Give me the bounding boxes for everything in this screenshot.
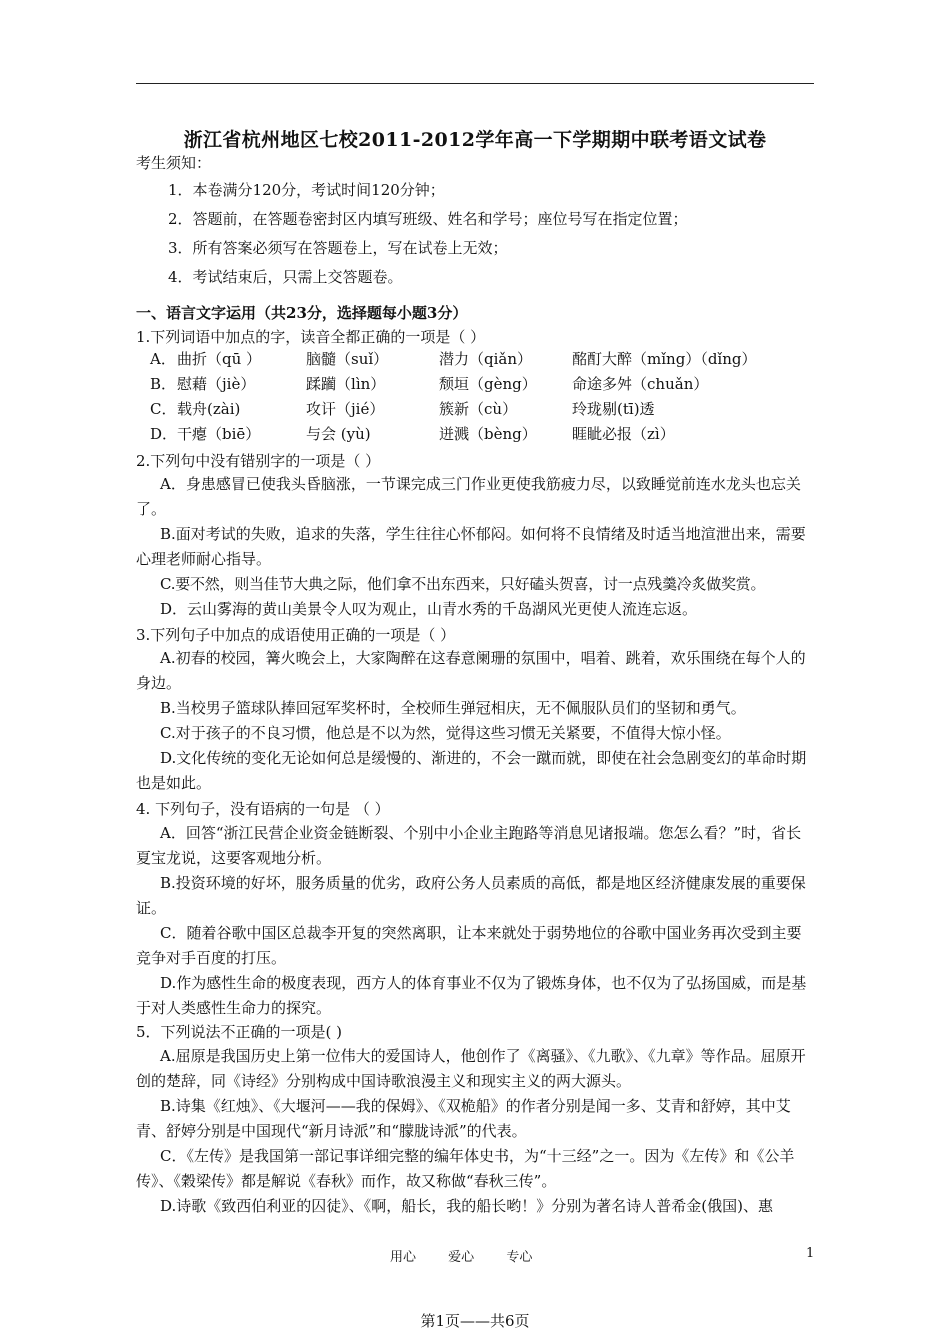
notice-item: 3．所有答案必须写在答题卷上，写在试卷上无效； — [168, 239, 508, 257]
option-label: D． — [150, 425, 178, 443]
option-cell: 干瘪（biē） — [177, 425, 261, 443]
q3-option-c: C.对于孩子的不良习惯，他总是不以为然，觉得这些习惯无关紧要，不值得大惊小怪。 — [160, 724, 731, 742]
notice-heading: 考生须知： — [136, 154, 212, 172]
q4-option-b: B.投资环境的好坏，服务质量的优劣，政府公务人员素质的高低，都是地区经济健康发展的重要保证。 — [136, 874, 806, 917]
notice-item: 2．答题前，在答题卷密封区内填写班级、姓名和学号；座位号写在指定位置； — [168, 210, 688, 228]
q1-option-row — [150, 421, 756, 446]
q5-option-b: B.诗集《红烛》、《大堰河——我的保姆》、《双桅船》的作者分别是闻一多、艾青和舒婷，其中艾青、舒婷分别是中国现代“新月诗派”和“朦胧诗派”的代表。 — [136, 1097, 791, 1140]
q1-option-row — [150, 396, 756, 421]
option-cell: 睚眦必报（zì） — [572, 425, 675, 443]
option-cell: 攻讦（jié） — [306, 400, 385, 418]
option-cell: 命途多舛（chuǎn） — [572, 375, 709, 393]
q3-stem: 3.下列句子中加点的成语使用正确的一项是（ ） — [136, 626, 456, 644]
option-cell: 载舟(zài) — [177, 400, 241, 418]
q5-option-d: D.诗歌《致西伯利亚的囚徒》、《啊，船长，我的船长哟！》分别为著名诗人普希金(俄国)、惠 — [160, 1197, 773, 1215]
q5-option-a: A.屈原是我国历史上第一位伟大的爱国诗人，他创作了《离骚》、《九歌》、《九章》等作品。屈原开创的楚辞，同《诗经》分别构成中国诗歌浪漫主义和现实主义的两大源头。 — [136, 1047, 806, 1090]
page-title: 浙江省杭州地区七校2011-2012学年高一下学期期中联考语文试卷 — [183, 129, 767, 151]
notice-list — [168, 176, 688, 292]
option-cell: 簇新（cù） — [439, 400, 518, 418]
page-indicator: 第1页——共6页 — [420, 1312, 530, 1330]
option-cell: 潜力（qiǎn） — [439, 350, 533, 368]
option-cell: 脑髓（suǐ） — [306, 350, 389, 368]
q2-stem: 2.下列句中没有错别字的一项是（ ） — [136, 452, 381, 470]
q3-option-b: B.当校男子篮球队捧回冠军奖杯时，全校师生弹冠相庆，无不佩服队员们的坚韧和勇气。 — [160, 699, 746, 717]
q5-option-c: C．《左传》是我国第一部记事详细完整的编年体史书，为“十三经”之一。因为《左传》和《公羊传》、《穀梁传》都是解说《春秋》而作，故又称做“春秋三传”。 — [136, 1147, 795, 1190]
option-cell: 酩酊大醉（mǐng）（dǐng） — [572, 350, 757, 368]
notice-item: 1．本卷满分120分，考试时间120分钟； — [168, 181, 445, 199]
footer-motto-word: 用心 — [390, 1250, 417, 1265]
footer-motto — [390, 1246, 560, 1265]
option-label: B． — [150, 375, 177, 393]
q4-option-d: D.作为感性生命的极度表现，西方人的体育事业不仅为了锻炼身体，也不仅为了弘扬国威，而是基于对人类感性生命力的探究。 — [136, 974, 807, 1017]
q5-stem: 5．下列说法不正确的一项是( ) — [136, 1023, 343, 1041]
footer-motto-word: 爱心 — [448, 1250, 475, 1265]
notice-item: 4．考试结束后，只需上交答题卷。 — [168, 268, 403, 286]
q2-option-b: B.面对考试的失败，追求的失落，学生往往心怀郁闷。如何将不良情绪及时适当地渲泄出来，需要心理老师耐心指导。 — [136, 525, 806, 568]
section-heading: 一、语言文字运用（共23分，选择题每小题3分） — [136, 304, 468, 322]
option-label: C． — [150, 400, 177, 418]
option-cell: 颓垣（gèng） — [439, 375, 537, 393]
q3-option-d: D.文化传统的变化无论如何总是缓慢的、渐进的，不会一蹴而就，即使在社会急剧变幻的革命时期也是如此。 — [136, 749, 807, 792]
option-cell: 玲珑剔(tī)透 — [572, 400, 655, 418]
q4-stem: 4. 下列句子，没有语病的一句是 （ ） — [136, 800, 390, 818]
q1-stem: 1.下列词语中加点的字，读音全都正确的一项是（ ） — [136, 328, 486, 346]
q1-option-row — [150, 371, 756, 396]
option-label: A． — [150, 350, 176, 368]
q3-option-a: A.初春的校园，篝火晚会上，大家陶醉在这春意阑珊的氛围中，唱着、跳着，欢乐围绕在每个人的身边。 — [136, 649, 806, 692]
option-cell: 曲折（qū ） — [177, 350, 262, 368]
q1-option-row — [150, 346, 756, 371]
footer-motto-word: 专心 — [506, 1250, 533, 1265]
header-rule — [136, 83, 814, 84]
option-cell: 与会 (yù) — [306, 425, 371, 443]
option-cell: 慰藉（jiè） — [177, 375, 256, 393]
page-number: 1 — [806, 1246, 815, 1261]
q4-option-c: C．随着谷歌中国区总裁李开复的突然离职，让本来就处于弱势地位的谷歌中国业务再次受到主要竞争对手百度的打压。 — [136, 924, 802, 967]
option-cell: 迸溅（bèng） — [439, 425, 537, 443]
q1-options-table — [150, 346, 756, 446]
q2-option-d: D．云山雾海的黄山美景令人叹为观止，山青水秀的千岛湖风光更使人流连忘返。 — [160, 600, 698, 618]
q2-option-a: A．身患感冒已使我头昏脑涨，一节课完成三门作业更使我筋疲力尽，以致睡觉前连水龙头也忘关了。 — [136, 475, 801, 518]
option-cell: 蹂躏（lìn） — [306, 375, 386, 393]
q4-option-a: A．回答“浙江民营企业资金链断裂、个别中小企业主跑路等消息见诸报端。您怎么看？”时，省长夏宝龙说，这要客观地分析。 — [136, 824, 802, 867]
q2-option-c: C.要不然，则当佳节大典之际，他们拿不出东西来，只好磕头贺喜，讨一点残羹冷炙做奖赏。 — [160, 575, 766, 593]
